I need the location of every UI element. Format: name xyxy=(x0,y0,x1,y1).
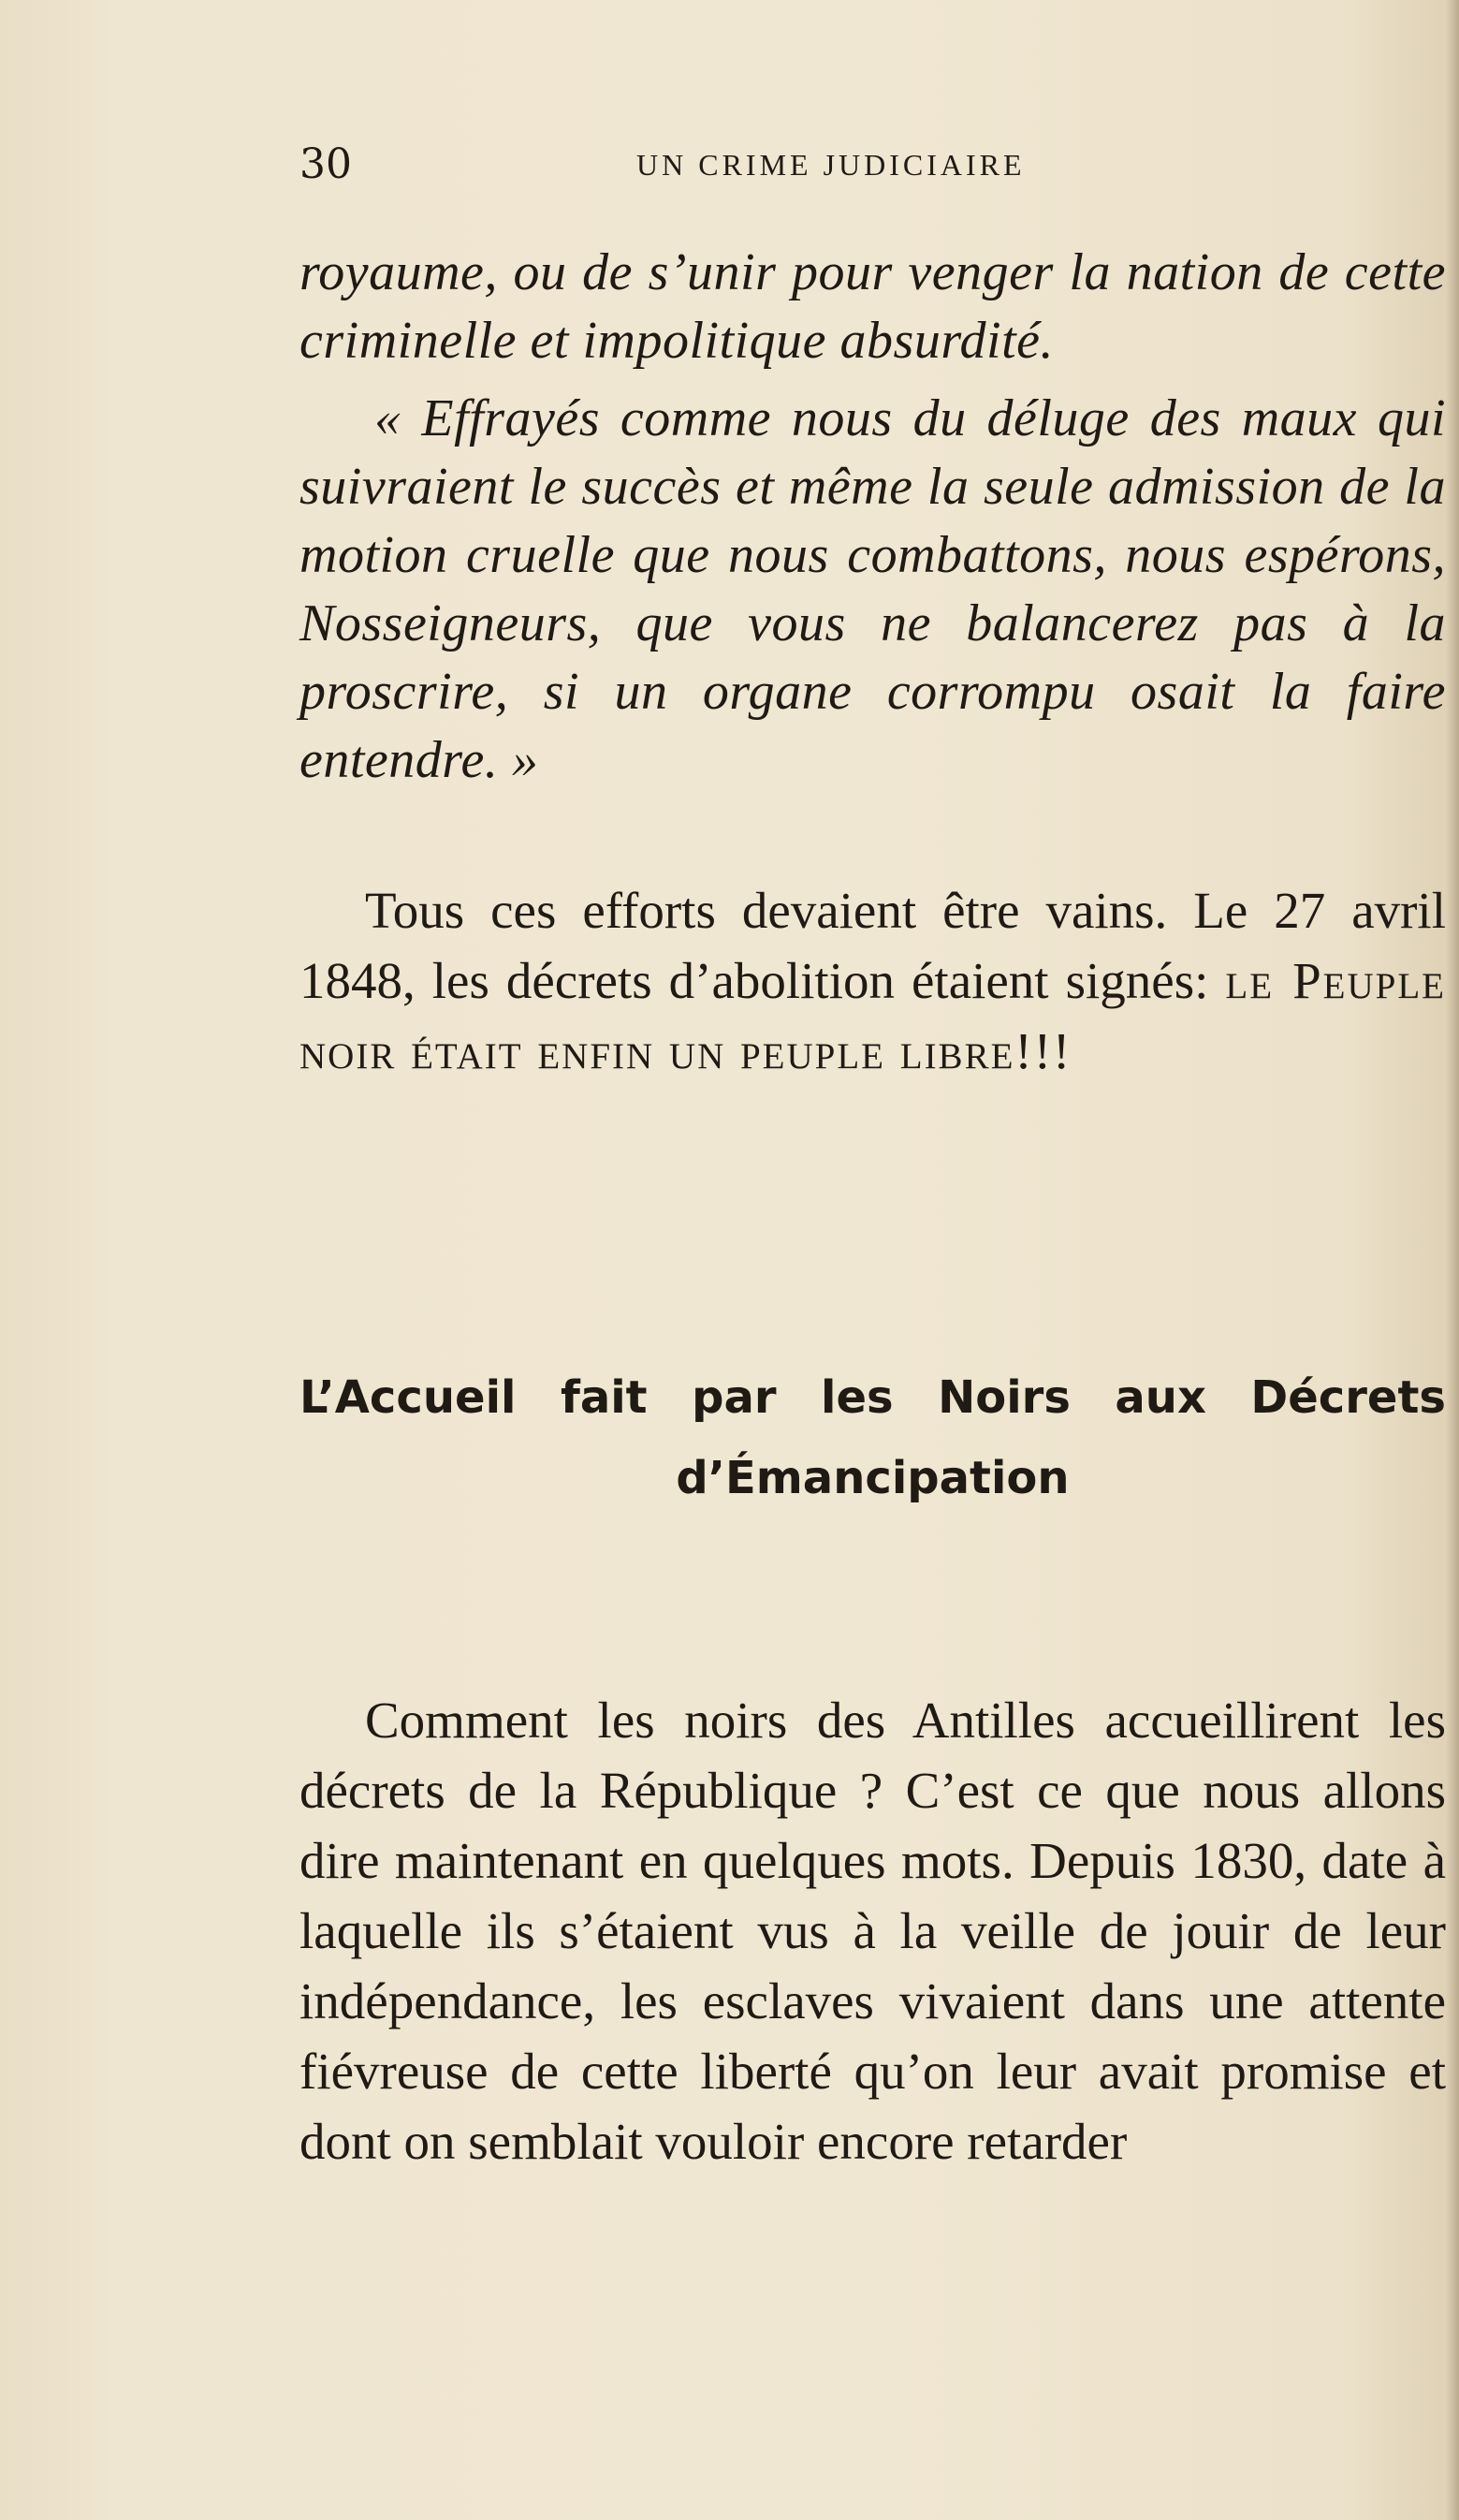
paragraph-antilles-text: Comment les noirs des Antilles accueillirent les décrets de la République ? C’est ce que nous allons dire maintenant en quelques mots. Depuis 1830, date à laquelle ils s’étaient vus à la veille de jouir de leur indépendance, les esclaves vivaient dans une attente fiévreuse de cette liberté qu’on leur avait promise et dont on semblait vouloir encore retarder xyxy=(299,1692,1446,2170)
section-heading xyxy=(299,1357,1446,1518)
paragraph-abolition-small-caps: le Peuple noir était enfin un peuple libre!!! xyxy=(299,952,1446,1079)
paragraph-antilles xyxy=(299,1685,1446,2176)
section-heading-line-2: d’Émancipation xyxy=(676,1452,1070,1504)
paragraph-abolition xyxy=(299,875,1446,1086)
running-head xyxy=(299,140,1437,197)
page-number: 30 xyxy=(299,140,352,188)
section-heading-line-1: L’Accueil fait par les Noirs aux Décrets xyxy=(299,1371,1446,1424)
running-title: UN CRIME JUDICIAIRE xyxy=(636,148,1026,182)
quote-paragraph-1: royaume, ou de s’unir pour venger la nation de cette criminelle et impolitique absurdité. xyxy=(299,243,1446,370)
quote-paragraph-2: « Effrayés comme nous du déluge des maux qui suivraient le succès et même la seule admission de la motion cruelle que nous combattons, nous espérons, Nosseigneurs, que vous ne balancerez pas à la proscrire, si un organe corrompu osait la faire entendre. » xyxy=(299,389,1446,789)
paragraph-abolition-text: Tous ces efforts devaient être vains. Le 27 avril 1848, les décrets d’abolition étaient signés: xyxy=(299,882,1446,1009)
page-edge-shadow xyxy=(1446,0,1459,2520)
quote-block xyxy=(299,239,1446,795)
